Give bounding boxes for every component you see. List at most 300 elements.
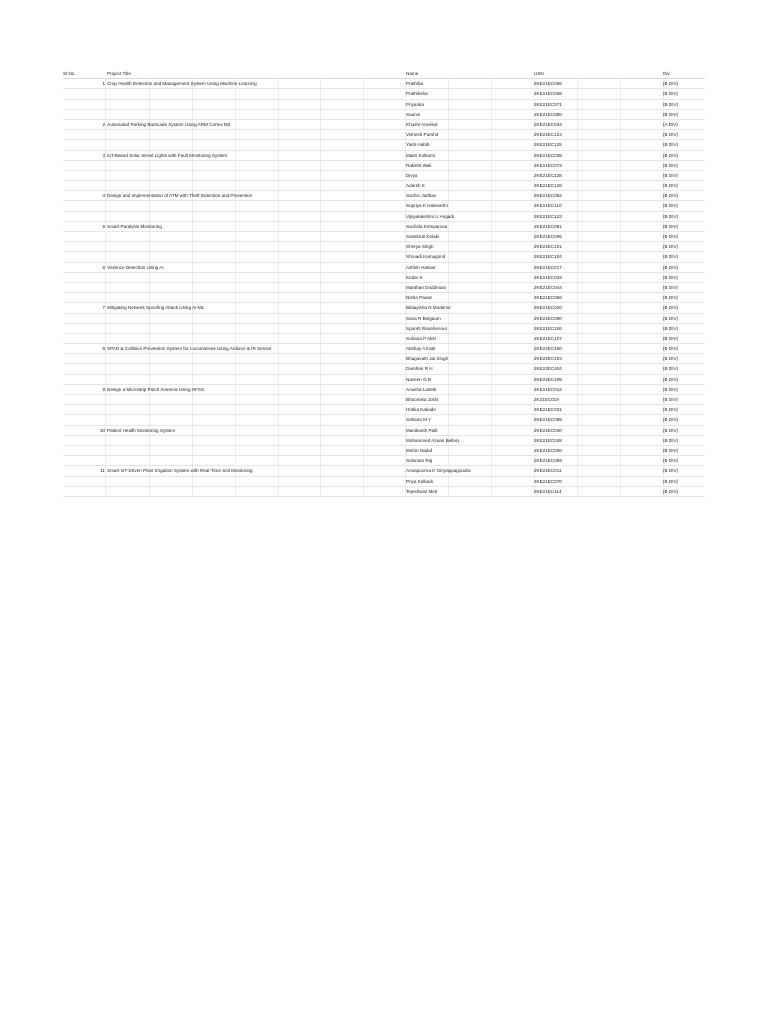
grid-line	[577, 395, 578, 404]
grid-line	[192, 415, 193, 424]
grid-line	[149, 212, 150, 221]
grid-line	[278, 446, 279, 455]
grid-line	[448, 385, 449, 394]
cell-usn: 2KE21EC123	[534, 213, 562, 219]
grid-line	[235, 364, 236, 373]
grid-line	[448, 456, 449, 465]
grid-line	[105, 344, 106, 353]
grid-line	[278, 252, 279, 261]
grid-line	[105, 232, 106, 241]
table-row	[63, 354, 705, 364]
grid-line	[192, 273, 193, 282]
grid-line	[577, 293, 578, 302]
cell-div: (B DIV)	[663, 91, 679, 97]
grid-line	[105, 314, 106, 323]
cell-usn: 2KE21EC125	[534, 142, 562, 148]
table-row	[63, 263, 705, 273]
grid-line	[491, 446, 492, 455]
cell-sl-no	[63, 110, 105, 119]
grid-line	[448, 344, 449, 353]
table-row	[63, 232, 705, 242]
grid-line	[320, 201, 321, 210]
grid-line	[149, 283, 150, 292]
grid-line	[363, 477, 364, 486]
grid-line	[620, 161, 621, 170]
grid-line	[149, 232, 150, 241]
grid-line	[320, 303, 321, 312]
grid-line	[278, 426, 279, 435]
grid-line	[192, 314, 193, 323]
cell-usn: 2KE21EC107	[534, 335, 562, 341]
cell-div: (B DIV)	[663, 81, 679, 87]
cell-sl-no	[63, 436, 105, 445]
grid-line	[620, 140, 621, 149]
grid-line	[320, 436, 321, 445]
grid-line	[235, 415, 236, 424]
grid-line	[235, 283, 236, 292]
grid-line	[448, 140, 449, 149]
grid-line	[192, 140, 193, 149]
grid-line	[235, 334, 236, 343]
grid-line	[105, 110, 106, 119]
table-row	[63, 334, 705, 344]
grid-line	[620, 191, 621, 200]
grid-line	[149, 314, 150, 323]
grid-line	[192, 212, 193, 221]
cell-usn: 2KE21EC070	[534, 478, 562, 484]
header-project-title: Project Title	[107, 71, 131, 76]
grid-line	[192, 456, 193, 465]
cell-usn: 2KE21EC034	[534, 121, 562, 127]
grid-line	[192, 181, 193, 190]
table-row	[63, 222, 705, 232]
cell-usn: 2KE21EC071	[534, 101, 562, 107]
grid-line	[320, 314, 321, 323]
grid-line	[278, 100, 279, 109]
cell-sl-no: 11	[100, 468, 105, 474]
cell-sl-no	[63, 364, 105, 373]
table-row	[63, 456, 705, 466]
table-row	[63, 385, 705, 395]
grid-line	[192, 334, 193, 343]
cell-sl-no	[63, 212, 105, 221]
grid-line	[235, 201, 236, 210]
table-row	[63, 375, 705, 385]
grid-line	[320, 110, 321, 119]
cell-div: (B DIV)	[663, 111, 679, 117]
grid-line	[491, 140, 492, 149]
cell-usn: 2KE22EC400	[534, 346, 562, 352]
grid-line	[235, 232, 236, 241]
cell-sl-no	[63, 283, 105, 292]
grid-line	[320, 385, 321, 394]
grid-line	[448, 324, 449, 333]
grid-line	[105, 466, 106, 475]
grid-line	[320, 456, 321, 465]
grid-line	[620, 456, 621, 465]
grid-line	[320, 273, 321, 282]
grid-line	[448, 232, 449, 241]
grid-line	[149, 89, 150, 98]
grid-line	[320, 191, 321, 200]
grid-line	[363, 191, 364, 200]
cell-sl-no	[63, 293, 105, 302]
cell-usn: 2KE21EC101	[534, 244, 562, 250]
grid-line	[278, 395, 279, 404]
grid-line	[448, 120, 449, 129]
grid-line	[448, 89, 449, 98]
grid-line	[105, 334, 106, 343]
grid-line	[235, 395, 236, 404]
grid-line	[491, 171, 492, 180]
table-row	[63, 273, 705, 283]
grid-line	[491, 201, 492, 210]
table-row	[63, 201, 705, 211]
grid-line	[105, 79, 106, 88]
grid-line	[491, 314, 492, 323]
grid-line	[491, 354, 492, 363]
grid-line	[278, 232, 279, 241]
table-row	[63, 151, 705, 161]
cell-sl-no: 5	[102, 223, 105, 229]
header-name: Name	[406, 71, 419, 76]
cell-name: Sachin Jadhav	[406, 193, 437, 199]
grid-line	[320, 293, 321, 302]
cell-project-title: Design and Implementation of ATM with Theft Detection and Prevention	[107, 193, 253, 199]
grid-line	[620, 151, 621, 160]
cell-usn: 2KE21EC040	[534, 427, 562, 433]
cell-div: (B DIV)	[663, 478, 679, 484]
cell-name: Priyanka	[406, 101, 424, 107]
table-row	[63, 303, 705, 313]
cell-usn: 2KE21EC082	[534, 193, 562, 199]
grid-line	[363, 100, 364, 109]
grid-line	[577, 263, 578, 272]
grid-line	[278, 151, 279, 160]
grid-line	[491, 151, 492, 160]
grid-line	[105, 324, 106, 333]
grid-line	[620, 89, 621, 98]
grid-line	[363, 181, 364, 190]
grid-line	[320, 100, 321, 109]
grid-line	[320, 151, 321, 160]
table-row	[63, 140, 705, 150]
grid-line	[320, 222, 321, 231]
grid-line	[620, 212, 621, 221]
table-row	[63, 283, 705, 293]
grid-line	[192, 364, 193, 373]
cell-usn: 2KE21EC033	[534, 274, 562, 280]
grid-line	[491, 283, 492, 292]
grid-line	[149, 130, 150, 139]
grid-line	[448, 181, 449, 190]
cell-usn: 2KE21EC048	[534, 437, 562, 443]
grid-line	[149, 242, 150, 251]
grid-line	[105, 446, 106, 455]
grid-line	[320, 181, 321, 190]
grid-line	[320, 405, 321, 414]
grid-line	[149, 354, 150, 363]
grid-line	[320, 487, 321, 496]
grid-line	[278, 283, 279, 292]
grid-line	[278, 344, 279, 353]
grid-line	[105, 426, 106, 435]
grid-line	[235, 100, 236, 109]
grid-line	[363, 151, 364, 160]
grid-line	[491, 477, 492, 486]
grid-line	[363, 446, 364, 455]
grid-line	[448, 415, 449, 424]
grid-line	[105, 405, 106, 414]
grid-line	[278, 79, 279, 88]
cell-name: Suhana P Akki	[406, 335, 436, 341]
cell-sl-no: 2	[102, 121, 105, 127]
cell-name: Prathiba	[406, 81, 424, 87]
grid-line	[577, 354, 578, 363]
grid-line	[620, 181, 621, 190]
cell-name: Shruadi Kamagond	[406, 254, 446, 260]
grid-line	[448, 273, 449, 282]
grid-line	[192, 252, 193, 261]
grid-line	[491, 110, 492, 119]
cell-name: Shreya Singh	[406, 244, 434, 250]
grid-line	[448, 222, 449, 231]
grid-line	[448, 252, 449, 261]
grid-line	[149, 375, 150, 384]
cell-usn: 2KE21EC012	[534, 386, 562, 392]
grid-line	[620, 415, 621, 424]
cell-name: Maitri Kulkarni	[406, 152, 436, 158]
grid-line	[363, 212, 364, 221]
grid-line	[448, 151, 449, 160]
cell-div: (B DIV)	[663, 183, 679, 189]
grid-line	[577, 344, 578, 353]
grid-line	[320, 140, 321, 149]
grid-line	[192, 263, 193, 272]
grid-line	[577, 181, 578, 190]
cell-div: (B DIV)	[663, 152, 679, 158]
grid-line	[105, 477, 106, 486]
grid-line	[149, 324, 150, 333]
grid-line	[192, 89, 193, 98]
grid-line	[577, 252, 578, 261]
cell-sl-no: 3	[102, 152, 105, 158]
grid-line	[620, 324, 621, 333]
cell-name: Vijayalakshmi U Angadi	[406, 213, 454, 219]
cell-div: (B DIV)	[663, 162, 679, 168]
cell-name: Saanvi	[406, 111, 421, 117]
grid-line	[278, 293, 279, 302]
grid-line	[192, 477, 193, 486]
grid-line	[105, 375, 106, 384]
grid-line	[278, 140, 279, 149]
grid-line	[320, 446, 321, 455]
table-row	[63, 100, 705, 110]
grid-line	[235, 110, 236, 119]
grid-line	[491, 375, 492, 384]
grid-line	[278, 181, 279, 190]
cell-project-title: Design a Microstrip Patch Antenna Using HFSS	[107, 386, 205, 392]
grid-line	[363, 222, 364, 231]
cell-name: Akshay A Katti	[406, 346, 436, 352]
grid-line	[105, 171, 106, 180]
cell-div: (B DIV)	[663, 305, 679, 311]
grid-line	[320, 161, 321, 170]
cell-usn: 2K21EC019	[534, 397, 559, 402]
cell-div: (B DIV)	[663, 142, 679, 148]
grid-line	[363, 303, 364, 312]
grid-line	[577, 273, 578, 282]
grid-line	[320, 426, 321, 435]
grid-line	[278, 487, 279, 496]
grid-line	[235, 89, 236, 98]
grid-line	[577, 201, 578, 210]
grid-line	[105, 151, 106, 160]
grid-line	[620, 130, 621, 139]
grid-line	[235, 456, 236, 465]
grid-line	[320, 263, 321, 272]
grid-line	[320, 334, 321, 343]
grid-line	[149, 273, 150, 282]
grid-line	[620, 252, 621, 261]
grid-line	[363, 405, 364, 414]
cell-name: Yash Habib	[406, 142, 430, 148]
cell-name: Sahana M Y	[406, 417, 432, 423]
grid-line	[577, 303, 578, 312]
grid-line	[491, 191, 492, 200]
cell-usn: 2KE22EC405	[534, 376, 562, 382]
grid-line	[105, 252, 106, 261]
grid-line	[235, 140, 236, 149]
grid-line	[235, 487, 236, 496]
cell-div: (B DIV)	[663, 254, 679, 260]
cell-usn: 2KE21EC020	[534, 305, 562, 311]
cell-sl-no	[63, 89, 105, 98]
grid-line	[278, 191, 279, 200]
grid-line	[363, 395, 364, 404]
cell-sl-no	[63, 405, 105, 414]
grid-line	[577, 120, 578, 129]
grid-line	[363, 161, 364, 170]
cell-div: (B DIV)	[663, 356, 679, 362]
grid-line	[363, 324, 364, 333]
grid-line	[320, 252, 321, 261]
grid-line	[491, 89, 492, 98]
grid-line	[448, 334, 449, 343]
grid-line	[448, 161, 449, 170]
grid-line	[620, 222, 621, 231]
grid-line	[577, 324, 578, 333]
cell-sl-no	[63, 354, 105, 363]
grid-line	[363, 140, 364, 149]
grid-line	[363, 263, 364, 272]
grid-line	[448, 354, 449, 363]
grid-line	[620, 466, 621, 475]
cell-usn: 2KE21EC068	[534, 91, 562, 97]
cell-div: (B DIV)	[663, 295, 679, 301]
table-row	[63, 446, 705, 456]
grid-line	[620, 303, 621, 312]
cell-name: Priya Kolkadi	[406, 478, 433, 484]
grid-line	[363, 110, 364, 119]
grid-line	[278, 456, 279, 465]
grid-line	[235, 303, 236, 312]
grid-line	[577, 405, 578, 414]
cell-sl-no: 9	[102, 386, 105, 392]
grid-line	[448, 375, 449, 384]
grid-line	[235, 120, 236, 129]
grid-line	[620, 79, 621, 88]
grid-line	[491, 263, 492, 272]
grid-line	[577, 446, 578, 455]
grid-line	[149, 477, 150, 486]
grid-line	[149, 415, 150, 424]
cell-sl-no	[63, 161, 105, 170]
grid-line	[149, 456, 150, 465]
cell-div: (B DIV)	[663, 234, 679, 239]
cell-name: Darshan R H	[406, 366, 433, 372]
cell-name: Manthan Doddmani	[406, 284, 447, 290]
cell-name: Bibiayisha N Mudenur	[406, 305, 451, 311]
grid-line	[278, 303, 279, 312]
cell-div: (B DIV)	[663, 101, 679, 107]
grid-line	[105, 293, 106, 302]
grid-line	[149, 181, 150, 190]
cell-usn: 2KE21EC124	[534, 132, 562, 138]
grid-line	[320, 375, 321, 384]
cell-name: Sana R Belgaum	[406, 315, 441, 321]
grid-line	[278, 477, 279, 486]
grid-line	[491, 385, 492, 394]
cell-sl-no	[63, 171, 105, 180]
grid-line	[491, 487, 492, 496]
grid-line	[149, 334, 150, 343]
grid-line	[235, 212, 236, 221]
cell-div: (B DIV)	[663, 213, 679, 219]
grid-line	[620, 446, 621, 455]
cell-sl-no	[63, 324, 105, 333]
grid-line	[491, 79, 492, 88]
cell-sl-no: 4	[102, 193, 105, 199]
table-row	[63, 252, 705, 262]
grid-line	[491, 303, 492, 312]
cell-sl-no: 8	[102, 346, 105, 352]
grid-line	[105, 354, 106, 363]
table-row	[63, 89, 705, 99]
grid-line	[577, 161, 578, 170]
grid-line	[363, 130, 364, 139]
grid-line	[278, 364, 279, 373]
cell-sl-no	[63, 232, 105, 241]
grid-line	[448, 364, 449, 373]
grid-line	[620, 100, 621, 109]
cell-div: (B DIV)	[663, 335, 679, 341]
grid-line	[448, 79, 449, 88]
grid-line	[235, 293, 236, 302]
grid-line	[491, 426, 492, 435]
grid-line	[105, 242, 106, 251]
grid-line	[363, 415, 364, 424]
grid-line	[278, 120, 279, 129]
grid-line	[278, 436, 279, 445]
grid-line	[278, 201, 279, 210]
cell-name: Sachida Kempanvar	[406, 223, 448, 229]
grid-line	[363, 273, 364, 282]
grid-line	[577, 415, 578, 424]
grid-line	[278, 314, 279, 323]
grid-line	[149, 252, 150, 261]
grid-line	[491, 415, 492, 424]
